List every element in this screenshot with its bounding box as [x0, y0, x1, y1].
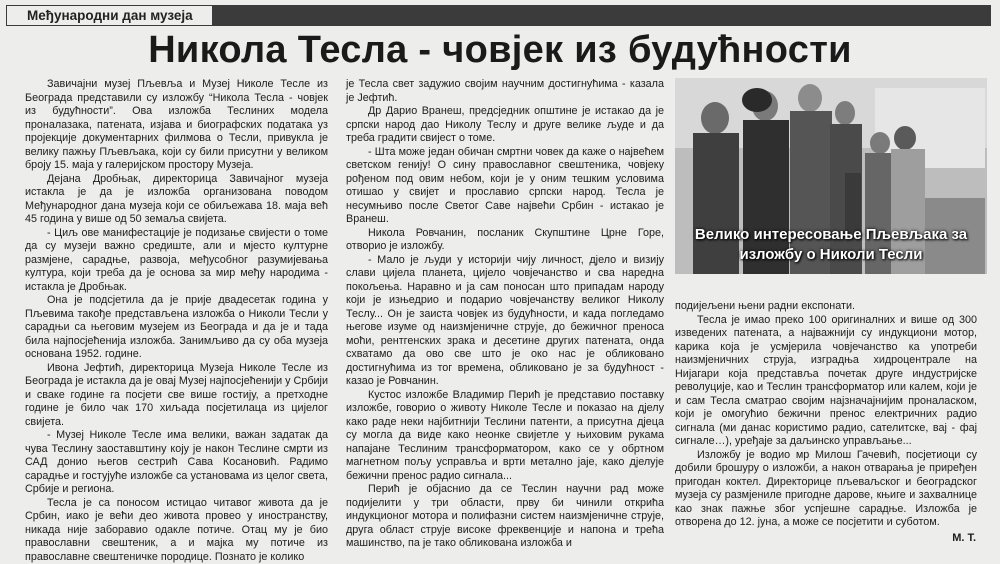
paragraph: Она је подсјетила да је прије двадесетак година у Пљевима такође представљена изложба о Николи Тесли у сарадњи са његовим музејем из Београда и да је и тада била најпосјећенија изложба. Занимљиво да су оба музеја основана 1952. године.: [25, 294, 328, 362]
paragraph: Изложбу је водио мр Милош Гачевић, посјетиоци су добили брошуру о изложби, а након отварања је приређен пригодан коктел. Директорице пљеваљског и београдског музеја су размјениле пригодне дарове, књиге и захвалнице као знак пажње због успјешне сарадње. Изложба је отворена до 12. јуна, а може се посјетити и суботом.: [675, 449, 977, 530]
photo-caption: Велико интересовање Пљевљака за изложбу о Николи Тесли: [675, 225, 987, 265]
paragraph: - Мало је људи у историји чију личност, дјело и визију слави цијела планета, цијело човјечанство и сва наредна покољења. Наравно и ја сам поносан што припадам народу који је изњедрио и подарио човјечанству великог Николу Теслу... Он је заиста човјек из будућности, и када погледамо његове изуме од наизмјеничне струје, до бежичног преноса моћи, рентгенских зрака и десетине других патената, онда схватамо да ово све што је око нас је обликовано достигнућима из тог времена, обликовано је за будућност - казао је Ровчанин.: [346, 254, 664, 389]
section-label: Међународни дан музеја: [6, 5, 213, 26]
exhibition-photo: [675, 78, 987, 274]
paragraph: Перић је објаснио да се Теслин научни рад може подијелити у три области, прву би чинили открића индукционог мотора и полифазни систем наизмјеничне струје, друга област струје високе фреквенције и напона и трећа машинство, па је тако обликована изложба и: [346, 483, 664, 551]
author-initials: М. Т.: [952, 532, 976, 544]
paragraph: Дејана Дробњак, директорица Завичајног музеја истакла је да је изложба организована поводом Међународног дана музеја који се обиљежава 18. маја већ 45 година у више од 50 земаља свијета.: [25, 173, 328, 227]
paragraph: Ивона Јефтић, директорица Музеја Николе Тесле из Београда је истакла да је овај Музеј најпосјећенији у Србији и сваке године га посјети све више гостију, а претходне године је било чак 170 хиљада посјетилаца из цијелог свијета.: [25, 362, 328, 430]
paragraph: - Циљ ове манифестације је подизање свијести о томе да су музеји важно средиште, али и мјесто културне размјене, сарадње, развоја, међусобног разумијевања култура, који треба да је основа за мир међу народима - истакла је Дробњак.: [25, 227, 328, 295]
paragraph: - Музеј Николе Тесле има велики, важан задатак да чува Теслину заоставштину коју је након Теслине смрти из САД донио његов сестрић Сава Косановић. Радимо сарадње и гостујуће изложбе са установама из целог света, Србије и региона.: [25, 429, 328, 497]
paragraph: - Шта може један обичан смртни човек да каже о највећем светском генију! О сину православног свештеника, човјеку рођеном под овим небом, који је у оним тешким условима отишао у свијет и прославио српски народ. Тесла је несумњиво после Светог Саве највећи Србин - истакао је Вранеш.: [346, 146, 664, 227]
article-column-1: [25, 78, 328, 564]
article-column-2: [346, 78, 664, 551]
paragraph: Кустос изложбе Владимир Перић је представио поставку изложбе, говорио о животу Николе Тесле и показао на дјелу како раде неки најбитнији Теслини патенти, а присутна дјеца су могла да виде како неонке свијетле у њиховим рукама напајане Теслиним трансформатором, како се у обртном магнетном пољу усправља и врти метално јаје, како дјелује бежични пренос радио сигнала...: [346, 389, 664, 484]
paragraph: Тесла је са поносом истицао читавог живота да је Србин, иако је већи део живота провео у иностранству, никада није заборавио одакле потиче. Отац му је био православни свештеник, а и мајка му потиче из православне свештеничке породице. Познато је колико: [25, 497, 328, 564]
paragraph: подијељени њени радни експонати.: [675, 300, 977, 314]
paragraph: Завичајни музеј Пљевља и Музеј Николе Тесле из Београда представили су изложбу “Никола Тесла - човјек из будућности”. Ова изложба Теслиних модела проналазака, патената, изјава и биографских података уз пројекције документарних филмова о Тесли, привукла је велику пажњу Пљевљака, који су били присутни у великом броју 15. маја у галеријском простору Музеја.: [25, 78, 328, 173]
paragraph: је Тесла свет задужио својим научним достигнућима - казала је Јефтић.: [346, 78, 664, 105]
headline: Никола Тесла - човјек из будућности: [0, 25, 1000, 75]
section-bar: [6, 5, 991, 26]
article-column-3: [675, 300, 977, 530]
paragraph: Тесла је имао преко 100 оригиналних и више од 300 изведених патената, а најважнији су индукциони мотор, карика која је усмјерила човјечанство ка употреби наизмјеничних струја, изградња хидроцентрале на Нијагари која представља почетак друге индустријске револуције, као и Теслин трансформатор или калем, који је и сам Тесла сматрао својим најзначајнијим проналаском, који је омогућио бежични пренос електричних радио сигнала (ми данас користимо радио, сателитске, вај - фај сигнале…), уређаје за даљинско управљање...: [675, 314, 977, 449]
paragraph: Никола Ровчанин, посланик Скупштине Црне Горе, отворио је изложбу.: [346, 227, 664, 254]
paragraph: Др Дарио Вранеш, предсједник општине је истакао да је српски народ дао Николу Теслу и друге велике људе и да треба градити свијест о томе.: [346, 105, 664, 146]
